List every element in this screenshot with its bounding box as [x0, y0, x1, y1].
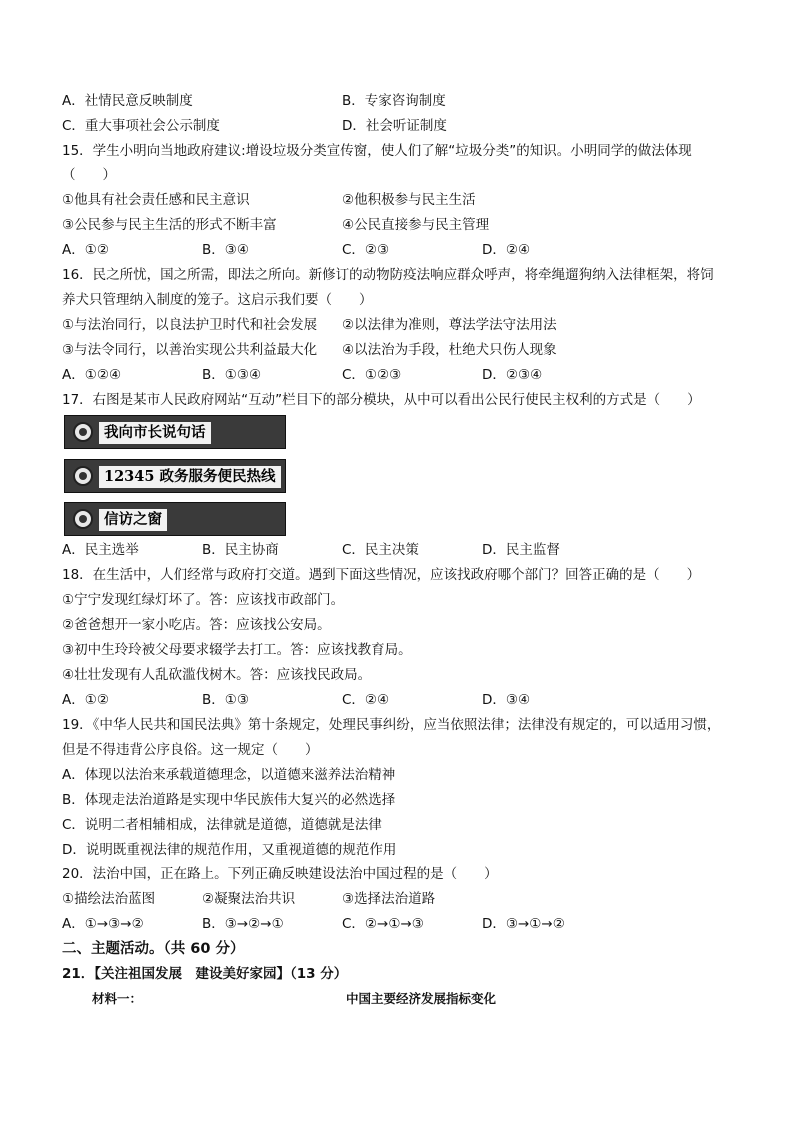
- q18-option-c: C．②④: [342, 692, 390, 708]
- q17-option-c: C．民主决策: [342, 542, 419, 558]
- q18-item-1: ①宁宁发现红绿灯坏了。答：应该找市政部门。: [62, 592, 345, 608]
- q15-option-b: B．③④: [202, 242, 249, 258]
- chart-title: 中国主要经济发展指标变化: [346, 991, 497, 1006]
- q17-option-a: A．民主选举: [62, 542, 139, 558]
- q19-option-c: C．说明二者相辅相成，法律就是道德，道德就是法律: [62, 817, 382, 833]
- q16-option-c: C．①②③: [342, 367, 402, 383]
- q16-stem-line2: 养犬只管理纳入制度的笼子。这启示我们要（ ）: [62, 292, 373, 308]
- q17-module-hotline-label: 12345 政务服务便民热线: [99, 466, 281, 488]
- q18-stem: 18．在生活中，人们经常与政府打交道。遇到下面这些情况，应该找政府哪个部门？回答正确的是（ ）: [62, 567, 701, 583]
- q17-module-hotline: [64, 459, 286, 493]
- q16-stem-line1: 16．民之所忧，国之所需，即法之所向。新修订的动物防疫法响应群众呼声，将牵绳遛狗纳入法律框架，将饲: [62, 267, 714, 283]
- q16-item-3: ③与法令同行，以善治实现公共利益最大化: [62, 342, 318, 358]
- q18-item-2: ②爸爸想开一家小吃店。答：应该找公安局。: [62, 617, 331, 633]
- q18-item-4: ④壮壮发现有人乱砍滥伐树木。答：应该找民政局。: [62, 667, 372, 683]
- q20-option-d: D．③→①→②: [482, 916, 565, 932]
- q20-stem: 20．法治中国，正在路上。下列正确反映建设法治中国过程的是（ ）: [62, 866, 498, 882]
- q17-module-petition: [64, 502, 286, 536]
- q16-option-b: B．①③④: [202, 367, 262, 383]
- phone-icon: [73, 466, 93, 486]
- q15-item-3: ③公民参与民主生活的形式不断丰富: [62, 217, 277, 233]
- q17-module-mayor-label: 我向市长说句话: [99, 422, 211, 444]
- q15-item-1: ①他具有社会责任感和民主意识: [62, 192, 250, 208]
- q20-option-a: A．①→③→②: [62, 916, 144, 932]
- q19-option-b: B．体现走法治道路是实现中华民族伟大复兴的必然选择: [62, 792, 396, 808]
- material-label: 材料一：: [92, 991, 143, 1006]
- letter-icon: [73, 509, 93, 529]
- q20-item-2: ②凝聚法治共识: [202, 891, 296, 907]
- q19-option-d: D．说明既重视法律的规范作用，又重视道德的规范作用: [62, 842, 397, 858]
- q18-item-3: ③初中生玲玲被父母要求辍学去打工。答：应该找教育局。: [62, 642, 412, 658]
- q18-option-a: A．①②: [62, 692, 109, 708]
- q20-item-3: ③选择法治道路: [342, 891, 436, 907]
- section-title: 二、主题活动。（共 60 分）: [62, 941, 245, 957]
- q17-module-mayor: [64, 415, 286, 449]
- q15-item-4: ④公民直接参与民主管理: [342, 217, 490, 233]
- q16-item-2: ②以法律为准则，尊法学法守法用法: [342, 317, 557, 333]
- q19-stem-line2: 但是不得违背公序良俗。这一规定（ ）: [62, 742, 319, 758]
- q15-stem-line1: 15．学生小明向当地政府建议:增设垃圾分类宣传窗，使人们了解“垃圾分类”的知识。小明同学的做法体现: [62, 143, 692, 159]
- q21-heading: 21．【关注祖国发展 建设美好家园】（13 分）: [62, 966, 348, 982]
- q17-option-d: D．民主监督: [482, 542, 560, 558]
- q15-stem-line2: （ ）: [62, 167, 116, 183]
- q17-module-petition-label: 信访之窗: [99, 509, 167, 531]
- q15-item-2: ②他积极参与民主生活: [342, 192, 476, 208]
- q17-stem: 17．右图是某市人民政府网站“互动”栏目下的部分模块，从中可以看出公民行使民主权利的方式是（ ）: [62, 392, 701, 408]
- q16-item-1: ①与法治同行，以良法护卫时代和社会发展: [62, 317, 318, 333]
- q14-option-d: D．社会听证制度: [342, 118, 447, 134]
- q18-option-b: B．①③: [202, 692, 249, 708]
- q20-option-b: B．③→②→①: [202, 916, 284, 932]
- q16-option-d: D．②③④: [482, 367, 543, 383]
- feather-icon: [73, 422, 93, 442]
- q15-option-d: D．②④: [482, 242, 531, 258]
- q15-option-c: C．②③: [342, 242, 390, 258]
- q16-option-a: A．①②④: [62, 367, 122, 383]
- q19-option-a: A．体现以法治来承载道德理念，以道德来滋养法治精神: [62, 767, 396, 783]
- q18-option-d: D．③④: [482, 692, 531, 708]
- q19-stem-line1: 19．《中华人民共和国民法典》第十条规定，处理民事纠纷，应当依照法律；法律没有规定的，可以适用习惯，: [62, 717, 721, 733]
- q14-option-b: B．专家咨询制度: [342, 93, 446, 109]
- q20-item-1: ①描绘法治蓝图: [62, 891, 156, 907]
- q17-option-b: B．民主协商: [202, 542, 279, 558]
- q16-item-4: ④以法治为手段，杜绝犬只伤人现象: [342, 342, 557, 358]
- q15-option-a: A．①②: [62, 242, 109, 258]
- q14-option-c: C．重大事项社会公示制度: [62, 118, 220, 134]
- q14-option-a: A．社情民意反映制度: [62, 93, 193, 109]
- q20-option-c: C．②→①→③: [342, 916, 424, 932]
